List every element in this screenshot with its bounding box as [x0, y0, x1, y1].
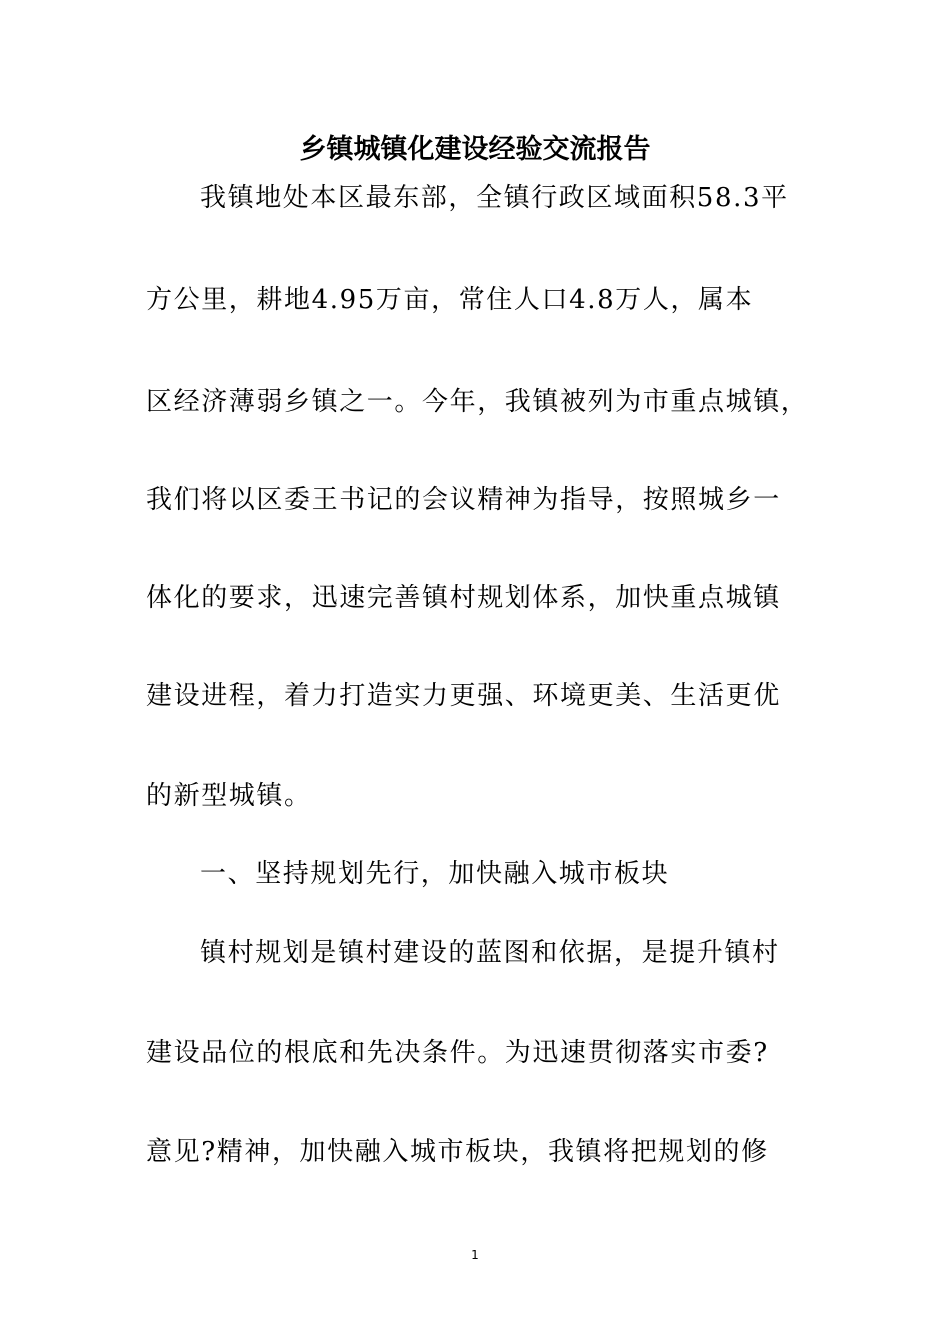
- section-heading-1: 一、坚持规划先行，加快融入城市板块: [200, 859, 670, 889]
- paragraph-1-line-4: 我们将以区委王书记的会议精神为指导，按照城乡一: [146, 485, 781, 515]
- paragraph-1-line-7: 的新型城镇。: [146, 781, 312, 811]
- paragraph-2-line-3: 意见?精神，加快融入城市板块，我镇将把规划的修: [146, 1137, 769, 1167]
- document-title: 乡镇城镇化建设经验交流报告: [299, 134, 651, 165]
- page-number: 1: [471, 1248, 479, 1262]
- paragraph-1-line-2: 方公里，耕地4.95万亩，常住人口4.8万人，属本: [146, 285, 754, 315]
- paragraph-2-line-2: 建设品位的根底和先决条件。为迅速贯彻落实市委?: [146, 1038, 769, 1068]
- paragraph-1-line-1: 我镇地处本区最东部，全镇行政区域面积58.3平: [200, 183, 789, 213]
- paragraph-1-line-3: 区经济薄弱乡镇之一。今年，我镇被列为市重点城镇，: [146, 387, 809, 417]
- paragraph-1-line-6: 建设进程，着力打造实力更强、环境更美、生活更优: [146, 681, 781, 711]
- paragraph-1-line-5: 体化的要求，迅速完善镇村规划体系，加快重点城镇: [146, 583, 781, 613]
- paragraph-2-line-1: 镇村规划是镇村建设的蓝图和依据，是提升镇村: [200, 938, 780, 968]
